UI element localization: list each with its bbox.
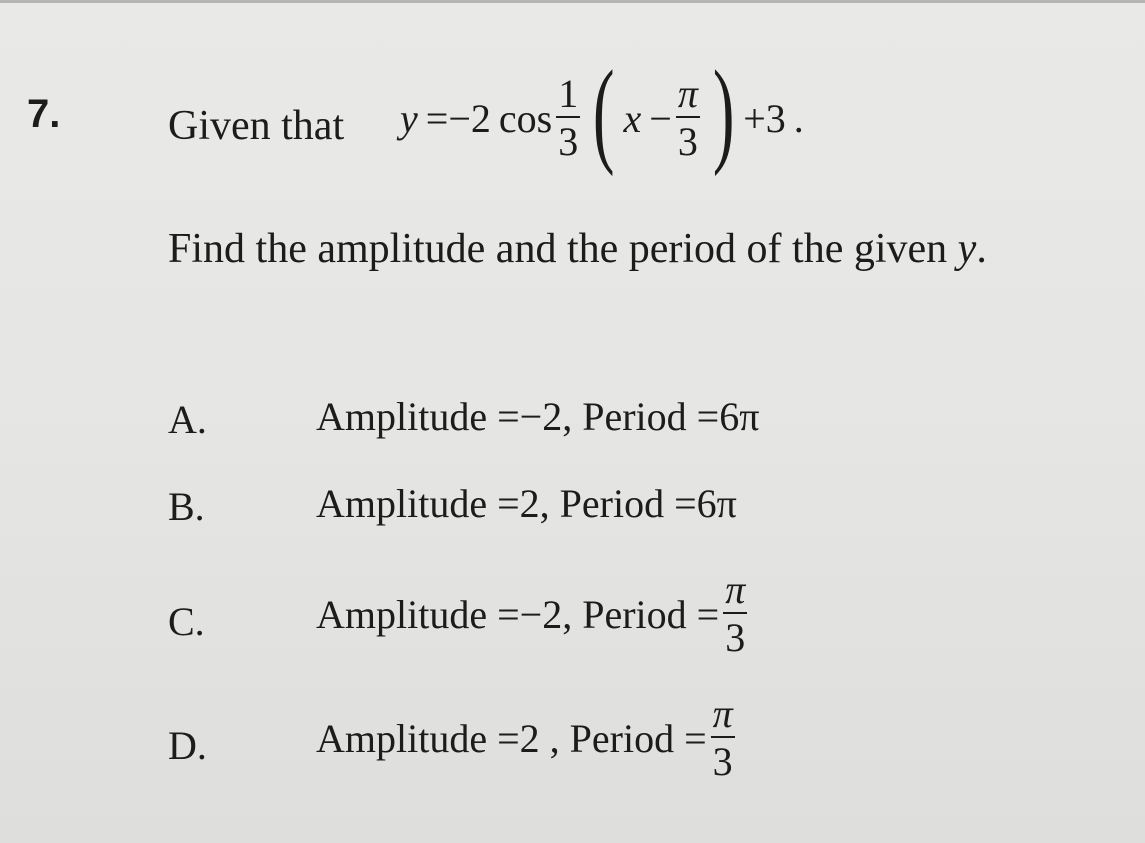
fraction-denominator: 3: [558, 119, 579, 164]
equation-coef: −2: [448, 95, 491, 141]
period-value: =6π: [674, 481, 737, 526]
amplitude-word: Amplitude: [316, 715, 488, 761]
period-word: Period: [582, 591, 687, 637]
equation-minus: −: [649, 95, 672, 141]
equation-equals: =: [425, 95, 449, 141]
period-word: Period: [582, 394, 687, 439]
separator-comma: ,: [562, 394, 573, 439]
equation-cos: cos: [498, 95, 553, 141]
close-paren: ): [712, 46, 735, 177]
option-d-label[interactable]: D.: [168, 723, 207, 768]
question-prompt: [168, 225, 987, 273]
amplitude-word: Amplitude: [316, 481, 488, 526]
period-equals: =: [684, 715, 707, 761]
option-a-label[interactable]: A.: [168, 397, 207, 442]
period-numerator: π: [712, 691, 733, 736]
equation-x: x: [623, 95, 642, 141]
option-c-text[interactable]: [316, 567, 751, 660]
period-word: Period: [559, 481, 665, 526]
top-page-edge: [0, 0, 1145, 3]
equation-fraction-pi-third: [676, 71, 700, 164]
equation-period: .: [793, 95, 804, 141]
option-b-label[interactable]: B.: [168, 484, 205, 529]
prompt-end: .: [976, 226, 987, 272]
given-that-text: Given that: [168, 103, 345, 149]
period-fraction: [711, 691, 735, 784]
amplitude-value: =−2: [497, 394, 563, 439]
option-d-text[interactable]: [316, 691, 739, 784]
period-fraction: [723, 567, 747, 660]
question-number: 7.: [27, 92, 61, 136]
fraction-denominator: 3: [677, 119, 698, 164]
amplitude-value: =−2: [497, 591, 563, 637]
given-equation: [400, 48, 804, 188]
equation-y: y: [400, 95, 418, 141]
fraction-numerator-pi: π: [677, 71, 698, 116]
separator-comma: ,: [562, 591, 573, 637]
amplitude-value: =2: [497, 481, 540, 526]
option-a-text[interactable]: [316, 393, 759, 440]
period-denominator: 3: [725, 615, 746, 660]
prompt-text: Find the amplitude and the period of the given: [168, 226, 948, 272]
option-b-text[interactable]: [316, 480, 737, 527]
fraction-numerator: 1: [558, 71, 579, 116]
amplitude-word: Amplitude: [316, 591, 488, 637]
amplitude-word: Amplitude: [316, 394, 488, 439]
option-c-label[interactable]: C.: [168, 599, 205, 644]
amplitude-value: =2: [497, 715, 540, 761]
period-denominator: 3: [712, 739, 733, 784]
prompt-var: y: [957, 226, 977, 272]
open-paren: (: [593, 46, 615, 177]
period-equals: =: [696, 591, 720, 637]
equation-fraction-one-third: [556, 71, 580, 164]
period-word: Period: [569, 715, 675, 761]
equation-plus-three: +3: [743, 95, 786, 141]
separator-comma: ,: [549, 715, 560, 761]
period-numerator: π: [725, 567, 746, 612]
separator-comma: ,: [539, 481, 550, 526]
period-value: =6π: [696, 394, 760, 439]
